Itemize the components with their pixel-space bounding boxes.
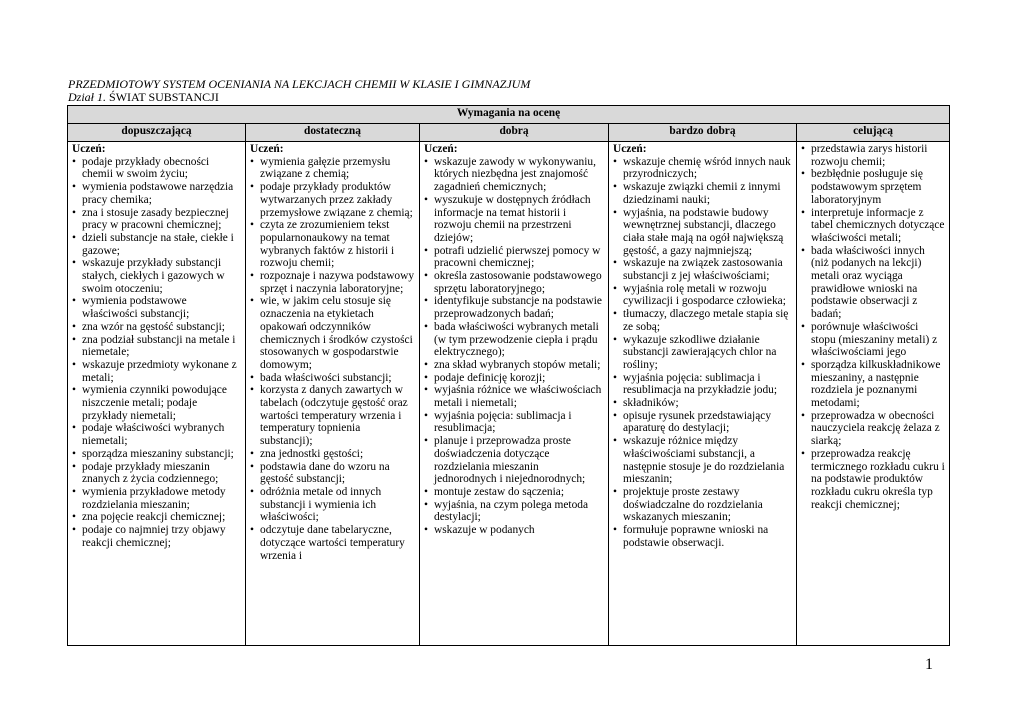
list-item: • wymienia podstawowe narzędzia pracy chemika; bbox=[72, 181, 241, 206]
document-title: PRZEDMIOTOWY SYSTEM OCENIANIA NA LEKCJACH CHEMII W KLASIE I GIMNAZJUM bbox=[68, 77, 531, 91]
list-item: • odczytuje dane tabelaryczne, dotyczące wartości temperatury wrzenia i bbox=[250, 524, 415, 562]
list-item: • zna jednostki gęstości; bbox=[250, 448, 415, 461]
list-item: • podstawia dane do wzoru na gęstość substancji; bbox=[250, 461, 415, 486]
requirements-list bbox=[424, 156, 604, 537]
requirements-list bbox=[801, 143, 945, 511]
requirements-list bbox=[613, 156, 792, 550]
list-item: • wyjaśnia pojęcia: sublimacja i resublimacja na przykładzie jodu; bbox=[613, 372, 792, 397]
section-name: ŚWIAT SUBSTANCJI bbox=[106, 90, 219, 104]
grade-header-celujaca: celującą bbox=[797, 124, 950, 142]
list-item: • zna wzór na gęstość substancji; bbox=[72, 321, 241, 334]
list-item: • wskazuje w podanych bbox=[424, 524, 604, 537]
uczen-label: Uczeń: bbox=[250, 143, 284, 155]
requirements-list bbox=[72, 156, 241, 550]
requirements-cell-bardzo-dobra bbox=[609, 142, 797, 646]
grade-header-dobra: dobrą bbox=[420, 124, 609, 142]
list-item: • wie, w jakim celu stosuje się oznaczenia na etykietach opakowań odczynników chemicznych i środków czystości stosowanych w gospodarstwie domowym; bbox=[250, 295, 415, 371]
list-item: • bezbłędnie posługuje się podstawowym sprzętem laboratoryjnym bbox=[801, 168, 945, 206]
list-item: • podaje przykłady mieszanin znanych z życia codziennego; bbox=[72, 461, 241, 486]
list-item: • zna skład wybranych stopów metali; bbox=[424, 359, 604, 372]
list-item: • rozpoznaje i nazywa podstawowy sprzęt i naczynia laboratoryjne; bbox=[250, 270, 415, 295]
list-item: • wskazuje przykłady substancji stałych, ciekłych i gazowych w swoim otoczeniu; bbox=[72, 257, 241, 295]
list-item: • projektuje proste zestawy doświadczalne do rozdzielania wskazanych mieszanin; bbox=[613, 486, 792, 524]
list-item: • wyjaśnia rolę metali w rozwoju cywilizacji i gospodarce człowieka; bbox=[613, 283, 792, 308]
list-item: • odróżnia metale od innych substancji i wymienia ich właściwości; bbox=[250, 486, 415, 524]
list-item: • identyfikuje substancje na podstawie przeprowadzonych badań; bbox=[424, 295, 604, 320]
list-item: • bada właściwości wybranych metali (w tym przewodzenie ciepła i prądu elektrycznego); bbox=[424, 321, 604, 359]
list-item: • korzysta z danych zawartych w tabelach (odczytuje gęstość oraz wartości temperatury wrzenia i temperatury topnienia substancji); bbox=[250, 384, 415, 448]
list-item: • potrafi udzielić pierwszej pomocy w pracowni chemicznej; bbox=[424, 245, 604, 270]
list-item: • bada właściwości substancji; bbox=[250, 372, 415, 385]
grade-header-dopuszczajaca: dopuszczającą bbox=[68, 124, 246, 142]
list-item: • tłumaczy, dlaczego metale stapia się ze sobą; bbox=[613, 308, 792, 333]
section-heading bbox=[68, 91, 219, 104]
list-item: • wykazuje szkodliwe działanie substancji zawierających chlor na rośliny; bbox=[613, 334, 792, 372]
list-item: • przeprowadza w obecności nauczyciela reakcję żelaza z siarką; bbox=[801, 410, 945, 448]
list-item: • czyta ze zrozumieniem tekst popularnonaukowy na temat wybranych faktów z historii i rozwoju chemii; bbox=[250, 219, 415, 270]
list-item: • podaje właściwości wybranych niemetali; bbox=[72, 422, 241, 447]
grade-header-bardzo-dobra: bardzo dobrą bbox=[609, 124, 797, 142]
list-item: • sporządza kilkuskładnikowe mieszaniny, a następnie rozdziela je poznanymi metodami; bbox=[801, 359, 945, 410]
list-item: • wskazuje związki chemii z innymi dziedzinami nauki; bbox=[613, 181, 792, 206]
list-item: • dzieli substancje na stałe, ciekłe i gazowe; bbox=[72, 232, 241, 257]
list-item: • montuje zestaw do sączenia; bbox=[424, 486, 604, 499]
list-item: • wymienia podstawowe właściwości substancji; bbox=[72, 295, 241, 320]
list-item: • bada właściwości innych (niż podanych na lekcji) metali oraz wyciąga prawidłowe wnioski na podstawie obserwacji z badań; bbox=[801, 245, 945, 321]
list-item: • wskazuje chemię wśród innych nauk przyrodniczych; bbox=[613, 156, 792, 181]
list-item: • wyszukuje w dostępnych źródłach informacje na temat historii i rozwoju chemii na przestrzeni dziejów; bbox=[424, 194, 604, 245]
list-item: • opisuje rysunek przedstawiający aparaturę do destylacji; bbox=[613, 410, 792, 435]
main-header: Wymagania na ocenę bbox=[68, 106, 950, 124]
list-item: • podaje przykłady produktów wytwarzanych przez zakłady przemysłowe związane z chemią; bbox=[250, 181, 415, 219]
section-prefix: Dział 1. bbox=[68, 90, 107, 104]
list-item: • przedstawia zarys historii rozwoju chemii; bbox=[801, 143, 945, 168]
list-item: • wymienia przykładowe metody rozdzielania mieszanin; bbox=[72, 486, 241, 511]
list-item: • przeprowadza reakcję termicznego rozkładu cukru i na podstawie produktów rozkładu cukru określa typ reakcji chemicznej; bbox=[801, 448, 945, 512]
list-item: • wymienia czynniki powodujące niszczenie metali; podaje przykłady niemetali; bbox=[72, 384, 241, 422]
list-item: • wyjaśnia różnice we właściwościach metali i niemetali; bbox=[424, 384, 604, 409]
list-item: • podaje co najmniej trzy objawy reakcji chemicznej; bbox=[72, 524, 241, 549]
requirements-list bbox=[250, 156, 415, 563]
requirements-cell-dobra bbox=[420, 142, 609, 646]
uczen-label: Uczeń: bbox=[424, 143, 458, 155]
list-item: • planuje i przeprowadza proste doświadczenia dotyczące rozdzielania mieszanin jednorodnych i niejednorodnych; bbox=[424, 435, 604, 486]
list-item: • wskazuje różnice między właściwościami substancji, a następnie stosuje je do rozdzielania mieszanin; bbox=[613, 435, 792, 486]
list-item: • wymienia gałęzie przemysłu związane z chemią; bbox=[250, 156, 415, 181]
list-item: • wskazuje przedmioty wykonane z metali; bbox=[72, 359, 241, 384]
list-item: • interpretuje informacje z tabel chemicznych dotyczące właściwości metali; bbox=[801, 207, 945, 245]
requirements-cell-celujaca bbox=[797, 142, 950, 646]
list-item: • wyjaśnia pojęcia: sublimacja i resublimacja; bbox=[424, 410, 604, 435]
list-item: • podaje definicję korozji; bbox=[424, 372, 604, 385]
list-item: • składników; bbox=[613, 397, 792, 410]
grade-header-dostateczna: dostateczną bbox=[246, 124, 420, 142]
requirements-table bbox=[67, 105, 950, 646]
list-item: • wyjaśnia, na czym polega metoda destylacji; bbox=[424, 499, 604, 524]
list-item: • zna i stosuje zasady bezpiecznej pracy w pracowni chemicznej; bbox=[72, 207, 241, 232]
uczen-label: Uczeń: bbox=[72, 143, 106, 155]
page-number: 1 bbox=[925, 656, 933, 673]
uczen-label: Uczeń: bbox=[613, 143, 647, 155]
list-item: • formułuje poprawne wnioski na podstawie obserwacji. bbox=[613, 524, 792, 549]
list-item: • zna podział substancji na metale i niemetale; bbox=[72, 334, 241, 359]
list-item: • porównuje właściwości stopu (mieszaniny metali) z właściwościami jego bbox=[801, 321, 945, 359]
list-item: • sporządza mieszaniny substancji; bbox=[72, 448, 241, 461]
list-item: • zna pojęcie reakcji chemicznej; bbox=[72, 511, 241, 524]
list-item: • wskazuje na związek zastosowania substancji z jej właściwościami; bbox=[613, 257, 792, 282]
requirements-row bbox=[68, 142, 950, 646]
list-item: • określa zastosowanie podstawowego sprzętu laboratoryjnego; bbox=[424, 270, 604, 295]
table-main-header-row bbox=[68, 106, 950, 124]
grade-header-row bbox=[68, 124, 950, 142]
list-item: • wyjaśnia, na podstawie budowy wewnętrznej substancji, dlaczego ciała stałe mają na ogół największą gęstość, a gazy najmniejszą; bbox=[613, 207, 792, 258]
requirements-cell-dostateczna bbox=[246, 142, 420, 646]
requirements-cell-dopuszczajaca bbox=[68, 142, 246, 646]
list-item: • wskazuje zawody w wykonywaniu, których niezbędna jest znajomość zagadnień chemicznych; bbox=[424, 156, 604, 194]
list-item: • podaje przykłady obecności chemii w swoim życiu; bbox=[72, 156, 241, 181]
